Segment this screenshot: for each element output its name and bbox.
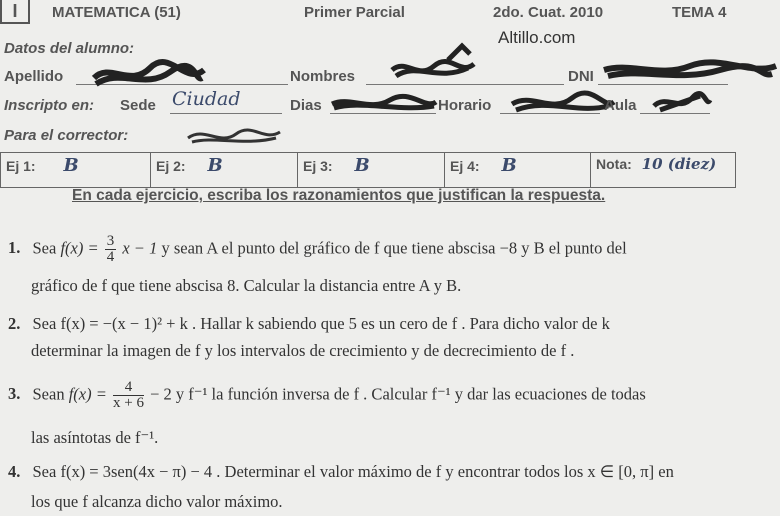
- grade-value-1: B: [63, 155, 79, 176]
- fraction-denominator: 4: [106, 249, 115, 265]
- redacted-surname-scribble: [90, 58, 208, 92]
- exercise-text: Sea: [32, 238, 57, 258]
- exercise-number: 4.: [8, 462, 21, 481]
- exercise-line-2: determinar la imagen de f y los intervalos de crecimiento y de decrecimiento de f .: [31, 341, 575, 360]
- fraction: [113, 380, 144, 411]
- redacted-days-scribble: [330, 92, 440, 116]
- student-section-label: Datos del alumno:: [4, 40, 135, 57]
- fraction-numerator: 4: [113, 380, 144, 396]
- sheet-number-box: [0, 0, 30, 24]
- exercise-number: 3.: [8, 384, 21, 404]
- exam-version: TEMA 4: [672, 4, 727, 21]
- exercise-2: [8, 314, 610, 360]
- exercise-4: [8, 462, 674, 511]
- days-label: Dias: [290, 97, 322, 114]
- grade-value-3: B: [354, 155, 370, 176]
- exercise-line-1: Sea f(x) = 3sen(4x − π) − 4 . Determinar el valor máximo de f y encontrar todos los x ∈ [0, π] en: [32, 462, 674, 481]
- sede-line: [170, 113, 282, 114]
- surname-label: Apellido: [4, 68, 64, 85]
- fraction-denominator: x + 6: [112, 395, 144, 411]
- exercise-number: 2.: [8, 314, 21, 333]
- course-title: MATEMATICA (51): [52, 4, 181, 21]
- redacted-schedule-scribble: [508, 88, 618, 118]
- exercise-line-2: las asíntotas de f⁻¹.: [31, 428, 159, 447]
- exercise-text: Sean: [32, 384, 65, 404]
- grades-table: [0, 152, 736, 188]
- sede-label: Sede: [120, 97, 156, 114]
- function-def: f(x) =: [60, 238, 99, 258]
- enrolled-label: Inscripto en:: [4, 97, 95, 114]
- exam-title: Primer Parcial: [304, 4, 405, 21]
- redacted-dni-scribble: [600, 56, 780, 86]
- sede-value: Ciudad: [172, 88, 241, 110]
- exercise-3: [8, 379, 646, 447]
- grade-label-2: Ej 2:: [156, 158, 186, 174]
- exercise-1: [8, 233, 627, 295]
- function-def: f(x) =: [68, 384, 107, 404]
- grade-cell-3: [298, 153, 445, 188]
- room-label: Aula: [604, 97, 637, 114]
- final-grade-cell: [591, 153, 736, 188]
- redacted-names-scribble: [388, 40, 478, 86]
- exercise-line-2: los que f alcanza dicho valor máximo.: [31, 492, 283, 511]
- corrector-signature-scribble: [184, 122, 284, 150]
- expression: − 2 y f⁻¹ la función inversa de f . Calcular f⁻¹ y dar las ecuaciones de todas: [150, 384, 646, 404]
- grade-value-2: B: [207, 155, 223, 176]
- final-grade-value: 10 (diez): [641, 155, 717, 173]
- final-grade-label: Nota:: [596, 156, 632, 172]
- redacted-room-scribble: [650, 88, 714, 116]
- exercise-line-1: Sea f(x) = −(x − 1)² + k . Hallar k sabiendo que 5 es un cero de f . Para dicho valor de k: [32, 314, 610, 333]
- exercise-number: 1.: [8, 238, 21, 258]
- exercise-line-2: gráfico de f que tiene abscisa 8. Calcular la distancia entre A y B.: [31, 276, 462, 295]
- grade-cell-1: [1, 153, 151, 188]
- names-label: Nombres: [290, 68, 356, 85]
- corrector-label: Para el corrector:: [4, 127, 129, 144]
- grade-value-4: B: [501, 155, 517, 176]
- dni-label: DNI: [568, 68, 594, 85]
- fraction-numerator: 3: [106, 233, 115, 249]
- term-label: 2do. Cuat. 2010: [493, 4, 604, 21]
- exercise-text: y sean A el punto del gráfico de f que tiene abscisa −8 y B el punto del: [161, 238, 627, 258]
- grade-label-4: Ej 4:: [450, 158, 480, 174]
- expression: x − 1: [122, 238, 158, 258]
- fraction: [105, 234, 117, 265]
- watermark: Altillo.com: [498, 28, 576, 47]
- grade-label-3: Ej 3:: [303, 158, 333, 174]
- instruction-text: En cada ejercicio, escriba los razonamientos que justifican la respuesta.: [72, 187, 606, 204]
- sheet-number: I: [12, 1, 18, 21]
- grade-cell-4: [445, 153, 591, 188]
- grade-cell-2: [151, 153, 298, 188]
- grade-label-1: Ej 1:: [6, 158, 36, 174]
- schedule-label: Horario: [438, 97, 492, 114]
